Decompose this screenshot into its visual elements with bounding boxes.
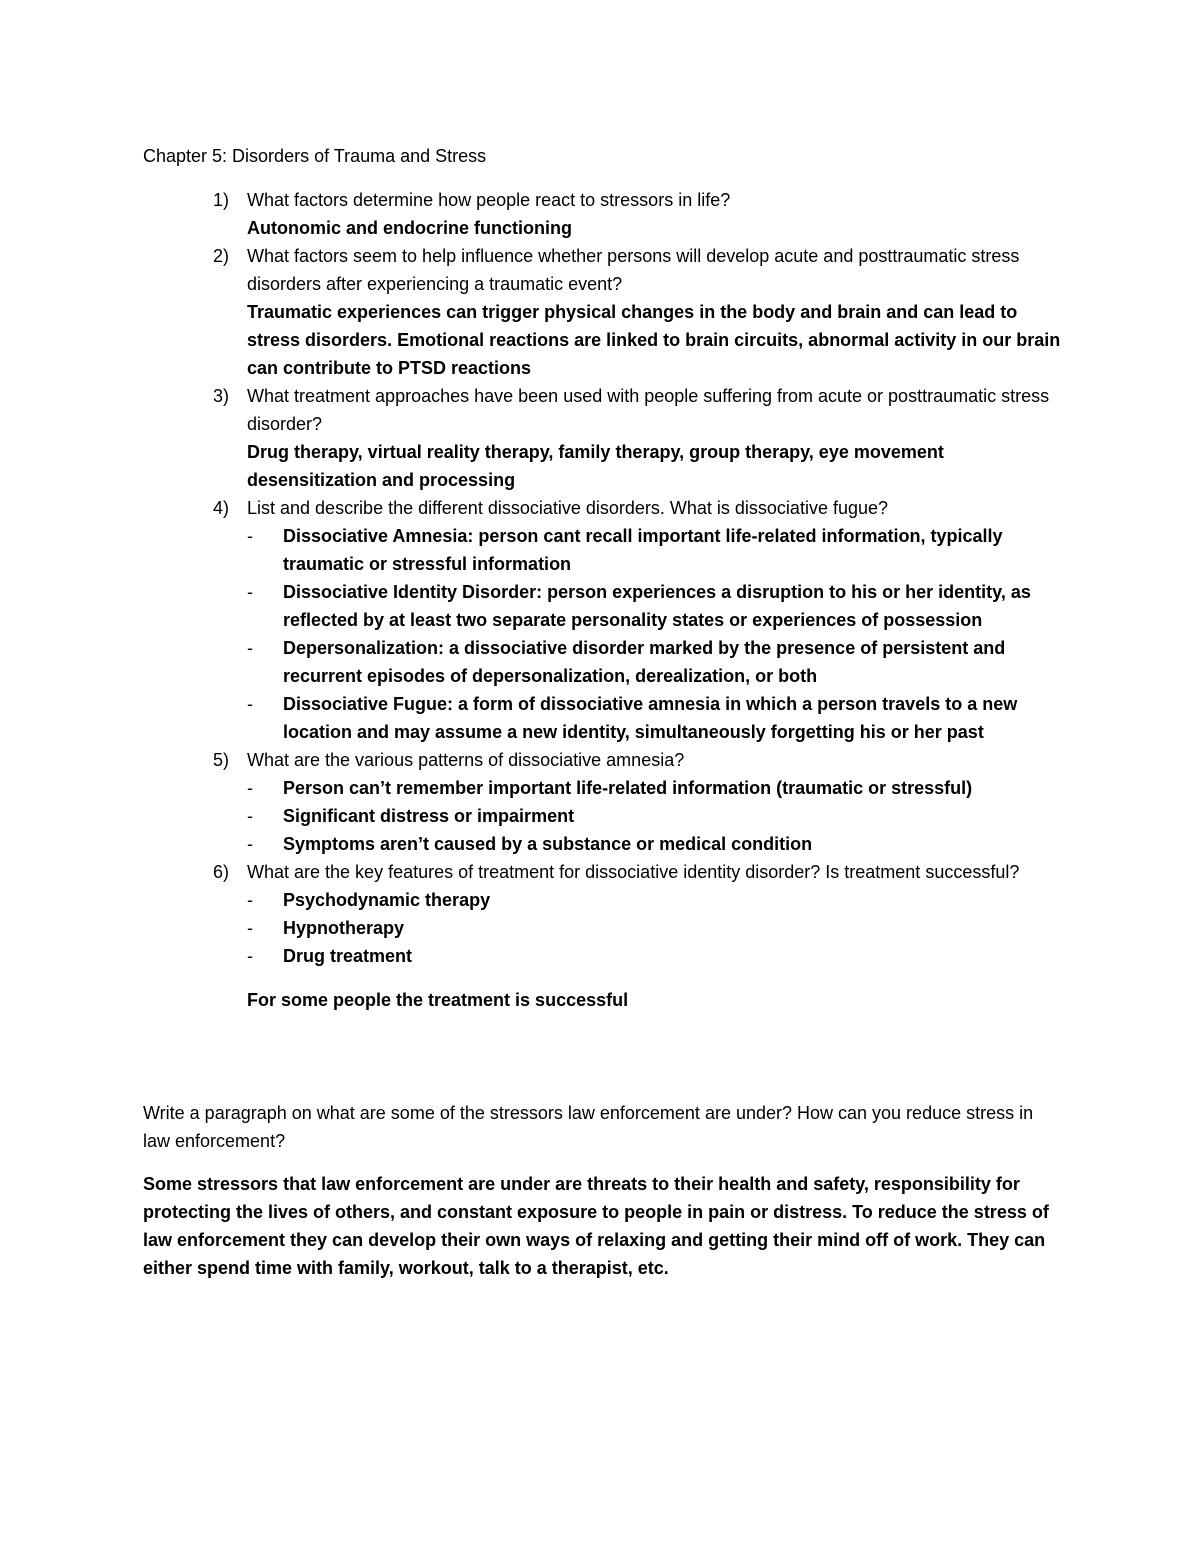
question-text: What are the key features of treatment for dissociative identity disorder? Is treatment successful? <box>247 862 1020 882</box>
question-number: 3) <box>213 386 230 406</box>
dash-marker: - <box>247 834 253 854</box>
conclusion-text: For some people the treatment is successful <box>247 990 629 1010</box>
question-text: What factors seem to help influence whether persons will develop acute and posttraumatic stress disorders after experiencing a traumatic event? <box>247 246 1020 294</box>
dash-marker: - <box>247 526 253 546</box>
bullet-item <box>247 578 1073 634</box>
answer-text: Autonomic and endocrine functioning <box>247 218 572 238</box>
question-number: 6) <box>213 862 230 882</box>
bullet-item <box>247 690 1073 746</box>
bullet-text: Symptoms aren’t caused by a substance or medical condition <box>283 834 813 854</box>
question-number: 1) <box>213 190 230 210</box>
bullet-list <box>247 774 1073 858</box>
answer-text: Drug therapy, virtual reality therapy, family therapy, group therapy, eye movement desensitization and processing <box>247 442 944 490</box>
question-text: What are the various patterns of dissociative amnesia? <box>247 750 685 770</box>
bullet-text: Significant distress or impairment <box>283 806 575 826</box>
dash-marker: - <box>247 890 253 910</box>
bullet-list <box>247 886 1073 970</box>
bullet-text: Dissociative Fugue: a form of dissociative amnesia in which a person travels to a new location and may assume a new identity, simultaneously forgetting his or her past <box>283 694 1018 742</box>
question-item-5 <box>143 746 1073 858</box>
question-item-1 <box>143 186 1073 242</box>
dash-marker: - <box>247 638 253 658</box>
bullet-list <box>247 522 1073 746</box>
bullet-item <box>247 774 1073 802</box>
dash-marker: - <box>247 918 253 938</box>
bullet-text: Depersonalization: a dissociative disorder marked by the presence of persistent and recurrent episodes of depersonalization, derealization, or both <box>283 638 1006 686</box>
question-item-6 <box>143 858 1073 1014</box>
bullet-text: Dissociative Identity Disorder: person experiences a disruption to his or her identity, as reflected by at least two separate personality states or experiences of possession <box>283 582 1031 630</box>
dash-marker: - <box>247 806 253 826</box>
question-text: What factors determine how people react to stressors in life? <box>247 190 731 210</box>
dash-marker: - <box>247 694 253 714</box>
writing-prompt: Write a paragraph on what are some of the stressors law enforcement are under? How can you reduce stress in law enforcement? <box>143 1103 1034 1151</box>
question-text: List and describe the different dissociative disorders. What is dissociative fugue? <box>247 498 889 518</box>
bullet-item <box>247 886 1073 914</box>
question-item-4 <box>143 494 1073 746</box>
question-number: 4) <box>213 498 230 518</box>
dash-marker: - <box>247 946 253 966</box>
bullet-item <box>247 802 1073 830</box>
question-item-2 <box>143 242 1073 382</box>
bullet-item <box>247 522 1073 578</box>
question-number: 2) <box>213 246 230 266</box>
question-item-3 <box>143 382 1073 494</box>
dash-marker: - <box>247 778 253 798</box>
bullet-item <box>247 830 1073 858</box>
document-title: Chapter 5: Disorders of Trauma and Stress <box>143 146 487 166</box>
bullet-item <box>247 634 1073 690</box>
bullet-text: Dissociative Amnesia: person cant recall important life-related information, typically traumatic or stressful information <box>283 526 1003 574</box>
response-paragraph: Some stressors that law enforcement are under are threats to their health and safety, responsibility for protecting the lives of others, and constant exposure to people in pain or distress. To reduce the stress of law enforcement they can develop their own ways of relaxing and getting their mind off of work. They can either spend time with family, workout, talk to a therapist, etc. <box>143 1174 1049 1278</box>
question-text: What treatment approaches have been used with people suffering from acute or posttraumatic stress disorder? <box>247 386 1050 434</box>
bullet-text: Psychodynamic therapy <box>283 890 491 910</box>
question-list <box>143 186 1073 1014</box>
answer-text: Traumatic experiences can trigger physical changes in the body and brain and can lead to stress disorders. Emotional reactions are linked to brain circuits, abnormal activity in our brain can contribute to PTSD reactions <box>247 302 1061 378</box>
dash-marker: - <box>247 582 253 602</box>
bullet-text: Hypnotherapy <box>283 918 405 938</box>
bullet-item <box>247 914 1073 942</box>
bullet-text: Drug treatment <box>283 946 413 966</box>
bullet-text: Person can’t remember important life-related information (traumatic or stressful) <box>283 778 973 798</box>
bullet-item <box>247 942 1073 970</box>
question-number: 5) <box>213 750 230 770</box>
